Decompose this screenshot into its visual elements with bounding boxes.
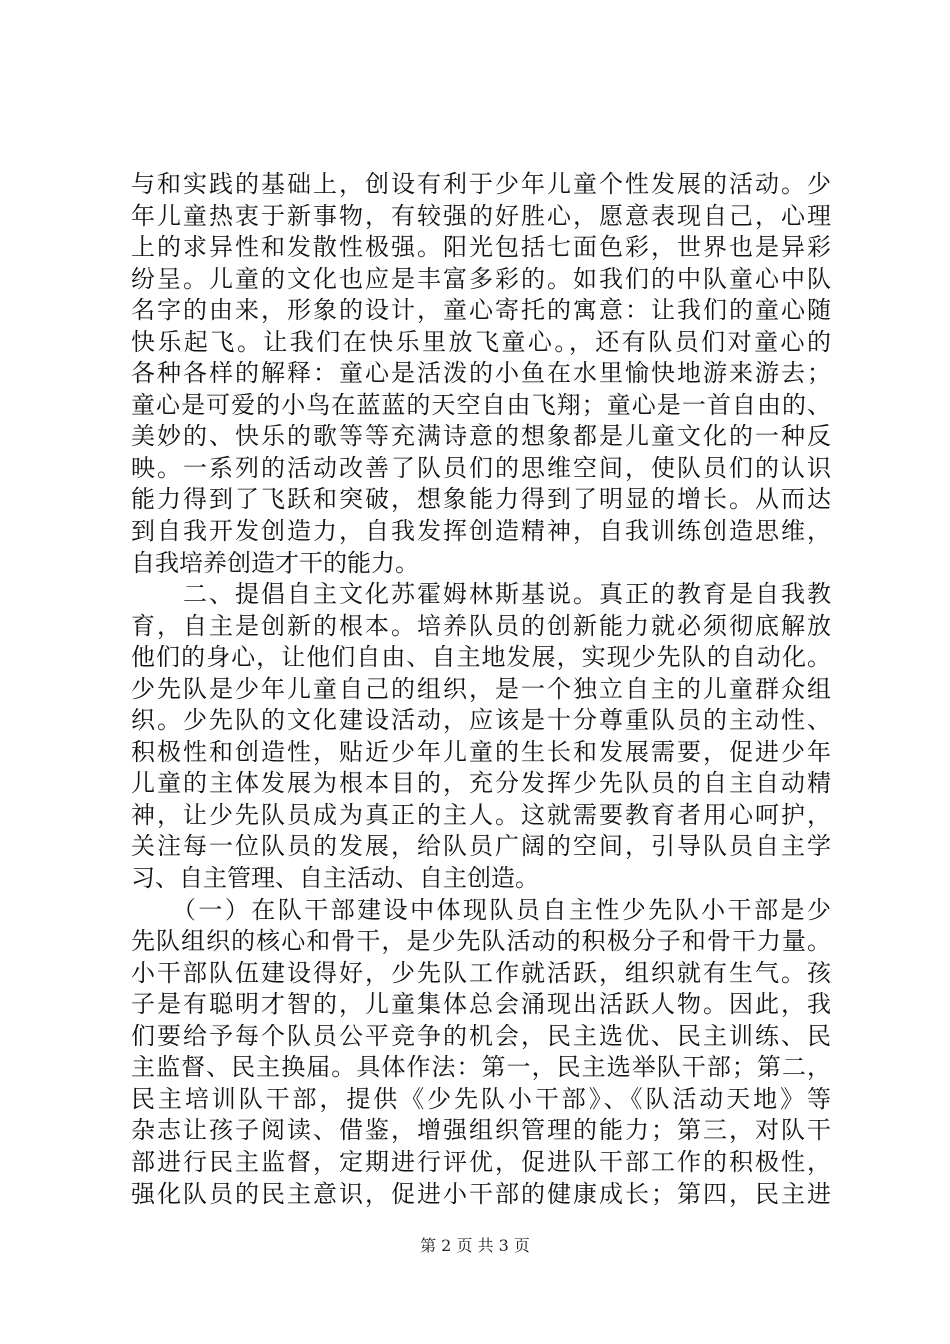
text-line: 能力得到了飞跃和突破，想象能力得到了明显的增长。从而达 <box>131 485 831 514</box>
text-line: 神，让少先队员成为真正的主人。这就需要教育者用心呵护， <box>131 800 831 829</box>
text-line: 二、提倡自主文化苏霍姆林斯基说。真正的教育是自我教 <box>131 580 831 609</box>
text-line: 上的求异性和发散性极强。阳光包括七面色彩，世界也是异彩 <box>131 233 831 262</box>
text-line: 少先队是少年儿童自己的组织，是一个独立自主的儿童群众组 <box>131 674 831 703</box>
text-line: 纷呈。儿童的文化也应是丰富多彩的。如我们的中队童心中队 <box>131 264 831 293</box>
text-line: 杂志让孩子阅读、借鉴，增强组织管理的能力；第三，对队干 <box>131 1116 831 1145</box>
text-line: 子是有聪明才智的，儿童集体总会涌现出活跃人物。因此，我 <box>131 990 831 1019</box>
text-line: 部进行民主监督，定期进行评优，促进队干部工作的积极性， <box>131 1147 831 1176</box>
text-line: 小干部队伍建设得好，少先队工作就活跃，组织就有生气。孩 <box>131 958 831 987</box>
text-line: （一）在队干部建设中体现队员自主性少先队小干部是少 <box>131 895 831 924</box>
text-line: 各种各样的解释：童心是活泼的小鱼在水里愉快地游来游去； <box>131 359 831 388</box>
text-line: 快乐起飞。让我们在快乐里放飞童心。，还有队员们对童心的 <box>131 327 831 356</box>
text-line: 习、自主管理、自主活动、自主创造。 <box>131 864 539 893</box>
text-line: 先队组织的核心和骨干，是少先队活动的积极分子和骨干力量。 <box>131 927 831 956</box>
text-line: 童心是可爱的小鸟在蓝蓝的天空自由飞翔；童心是一首自由的、 <box>131 390 831 419</box>
text-line: 织。少先队的文化建设活动，应该是十分尊重队员的主动性、 <box>131 706 831 735</box>
text-line: 名字的由来，形象的设计，童心寄托的寓意：让我们的童心随 <box>131 296 831 325</box>
text-line: 民主培训队干部，提供《少先队小干部》、《队活动天地》等 <box>131 1084 831 1113</box>
text-line: 们要给予每个队员公平竞争的机会，民主选优、民主训练、民 <box>131 1021 831 1050</box>
text-line: 映。一系列的活动改善了队员们的思维空间，使队员们的认识 <box>131 453 831 482</box>
text-line: 主监督、民主换届。具体作法：第一，民主选举队干部；第二， <box>131 1053 831 1082</box>
text-line: 到自我开发创造力，自我发挥创造精神，自我训练创造思维， <box>131 517 831 546</box>
text-line: 与和实践的基础上，创设有利于少年儿童个性发展的活动。少 <box>131 170 831 198</box>
text-line: 育，自主是创新的根本。培养队员的创新能力就必须彻底解放 <box>131 611 831 640</box>
text-line: 积极性和创造性，贴近少年儿童的生长和发展需要，促进少年 <box>131 737 831 766</box>
text-line: 美妙的、快乐的歌等等充满诗意的想象都是儿童文化的一种反 <box>131 422 831 451</box>
text-line: 自我培养创造才干的能力。 <box>131 548 419 577</box>
text-line: 强化队员的民主意识，促进小干部的健康成长；第四，民主进 <box>131 1179 831 1208</box>
body-text <box>131 169 831 1210</box>
text-line: 年儿童热衷于新事物，有较强的好胜心，愿意表现自己，心理 <box>131 201 831 230</box>
text-line: 儿童的主体发展为根本目的，充分发挥少先队员的自主自动精 <box>131 769 831 798</box>
text-line: 关注每一位队员的发展，给队员广阔的空间，引导队员自主学 <box>131 832 831 861</box>
page-footer <box>0 1236 950 1256</box>
page-number: 第 2 页 共 3 页 <box>420 1236 530 1255</box>
text-line: 他们的身心，让他们自由、自主地发展，实现少先队的自动化。 <box>131 643 831 672</box>
